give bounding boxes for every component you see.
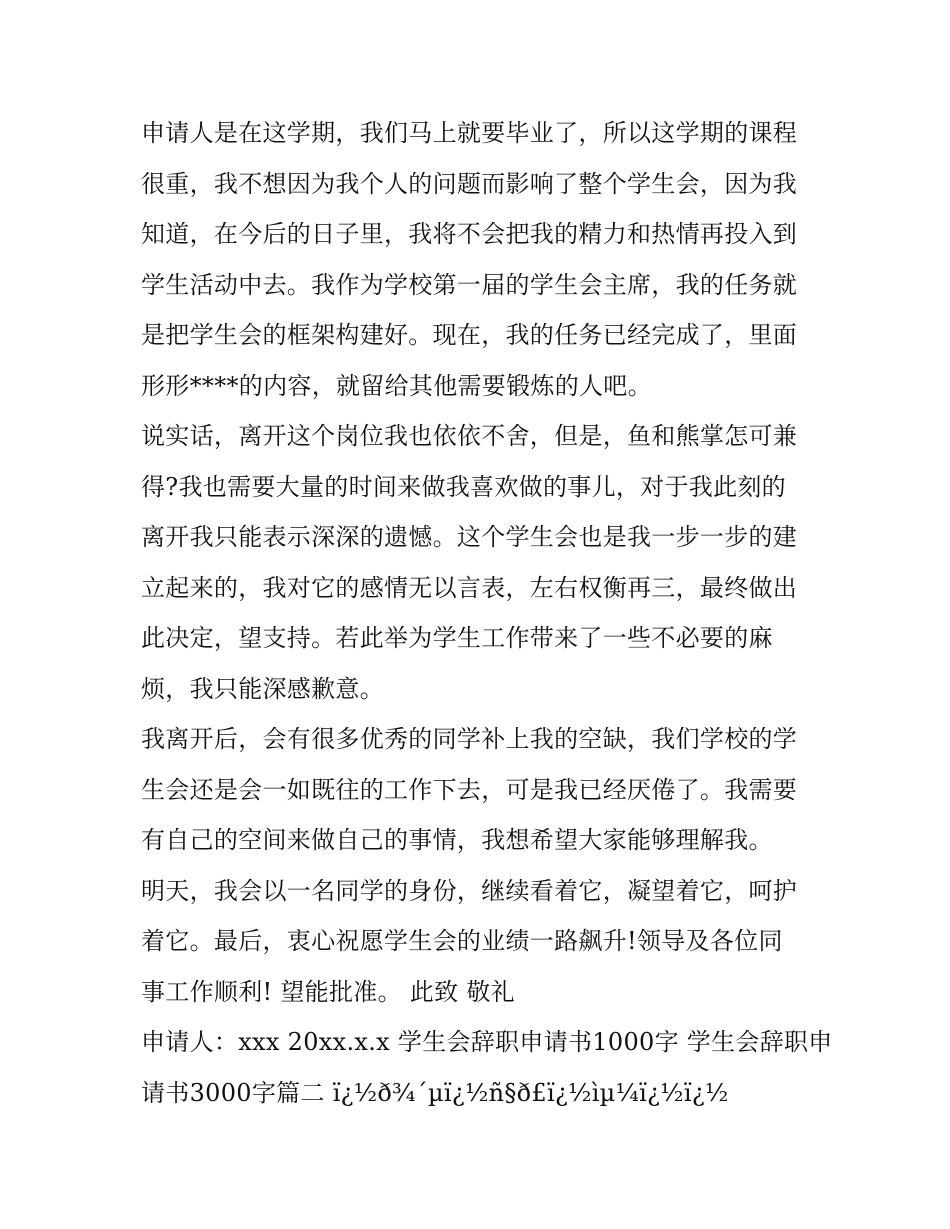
document-body — [141, 108, 833, 1118]
text-line: 离开我只能表示深深的遗憾。这个学生会也是我一步一步的建 — [141, 523, 798, 551]
text-line: 很重，我不想因为我个人的问题而影响了整个学生会，因为我 — [141, 169, 798, 198]
text-line: 明天，我会以一名同学的身份，继续看着它，凝望着它，呵护 — [141, 876, 798, 905]
paragraph-3 — [141, 714, 821, 866]
text-line: 我离开后，会有很多优秀的同学补上我的空缺，我们学校的学 — [141, 725, 798, 753]
text-line: 形形****的内容，就留给其他需要锻炼的人吧。 — [141, 371, 652, 400]
text-line: 此决定，望支持。若此举为学生工作带来了一些不必要的麻 — [141, 624, 773, 652]
paragraph-2 — [141, 411, 821, 714]
text-line: 是把学生会的框架构建好。现在，我的任务已经完成了，里面 — [141, 321, 798, 349]
text-line: 说实话，离开这个岗位我也依依不舍，但是，鱼和熊掌怎可兼 — [141, 422, 798, 450]
text-line: 知道，在今后的日子里，我将不会把我的精力和热情再投入到 — [141, 220, 798, 248]
text-line: 请书3000字篇二 ï¿½ð¾´µï¿½ñ§ð£ï¿½ìµ¼ï¿½ï¿½ — [141, 1078, 729, 1107]
text-line: 立起来的，我对它的感情无以言表，左右权衡再三，最终做出 — [141, 573, 798, 602]
paragraph-4 — [141, 866, 821, 1018]
text-line: 有自己的空间来做自己的事情，我想希望大家能够理解我。 — [141, 826, 773, 854]
text-line: 烦，我只能深感歉意。 — [141, 674, 384, 703]
text-line: 生会还是会一如既往的工作下去，可是我已经厌倦了。我需要 — [141, 775, 798, 804]
text-line: 申请人是在这学期，我们马上就要毕业了，所以这学期的课程 — [141, 119, 798, 147]
text-line: 得?我也需要大量的时间来做我喜欢做的事儿，对于我此刻的 — [141, 472, 786, 501]
text-line: 事工作顺利! 望能批准。 此致 敬礼 — [141, 977, 515, 1006]
text-line: 学生活动中去。我作为学校第一届的学生会主席，我的任务就 — [141, 270, 798, 299]
paragraph-5 — [141, 1017, 833, 1118]
text-line: 着它。最后，衷心祝愿学生会的业绩一路飙升!领导及各位同 — [141, 927, 783, 955]
text-line: 申请人：xxx 20xx.x.x 学生会辞职申请书1000字 学生会辞职申 — [141, 1028, 833, 1056]
paragraph-1 — [141, 108, 821, 411]
